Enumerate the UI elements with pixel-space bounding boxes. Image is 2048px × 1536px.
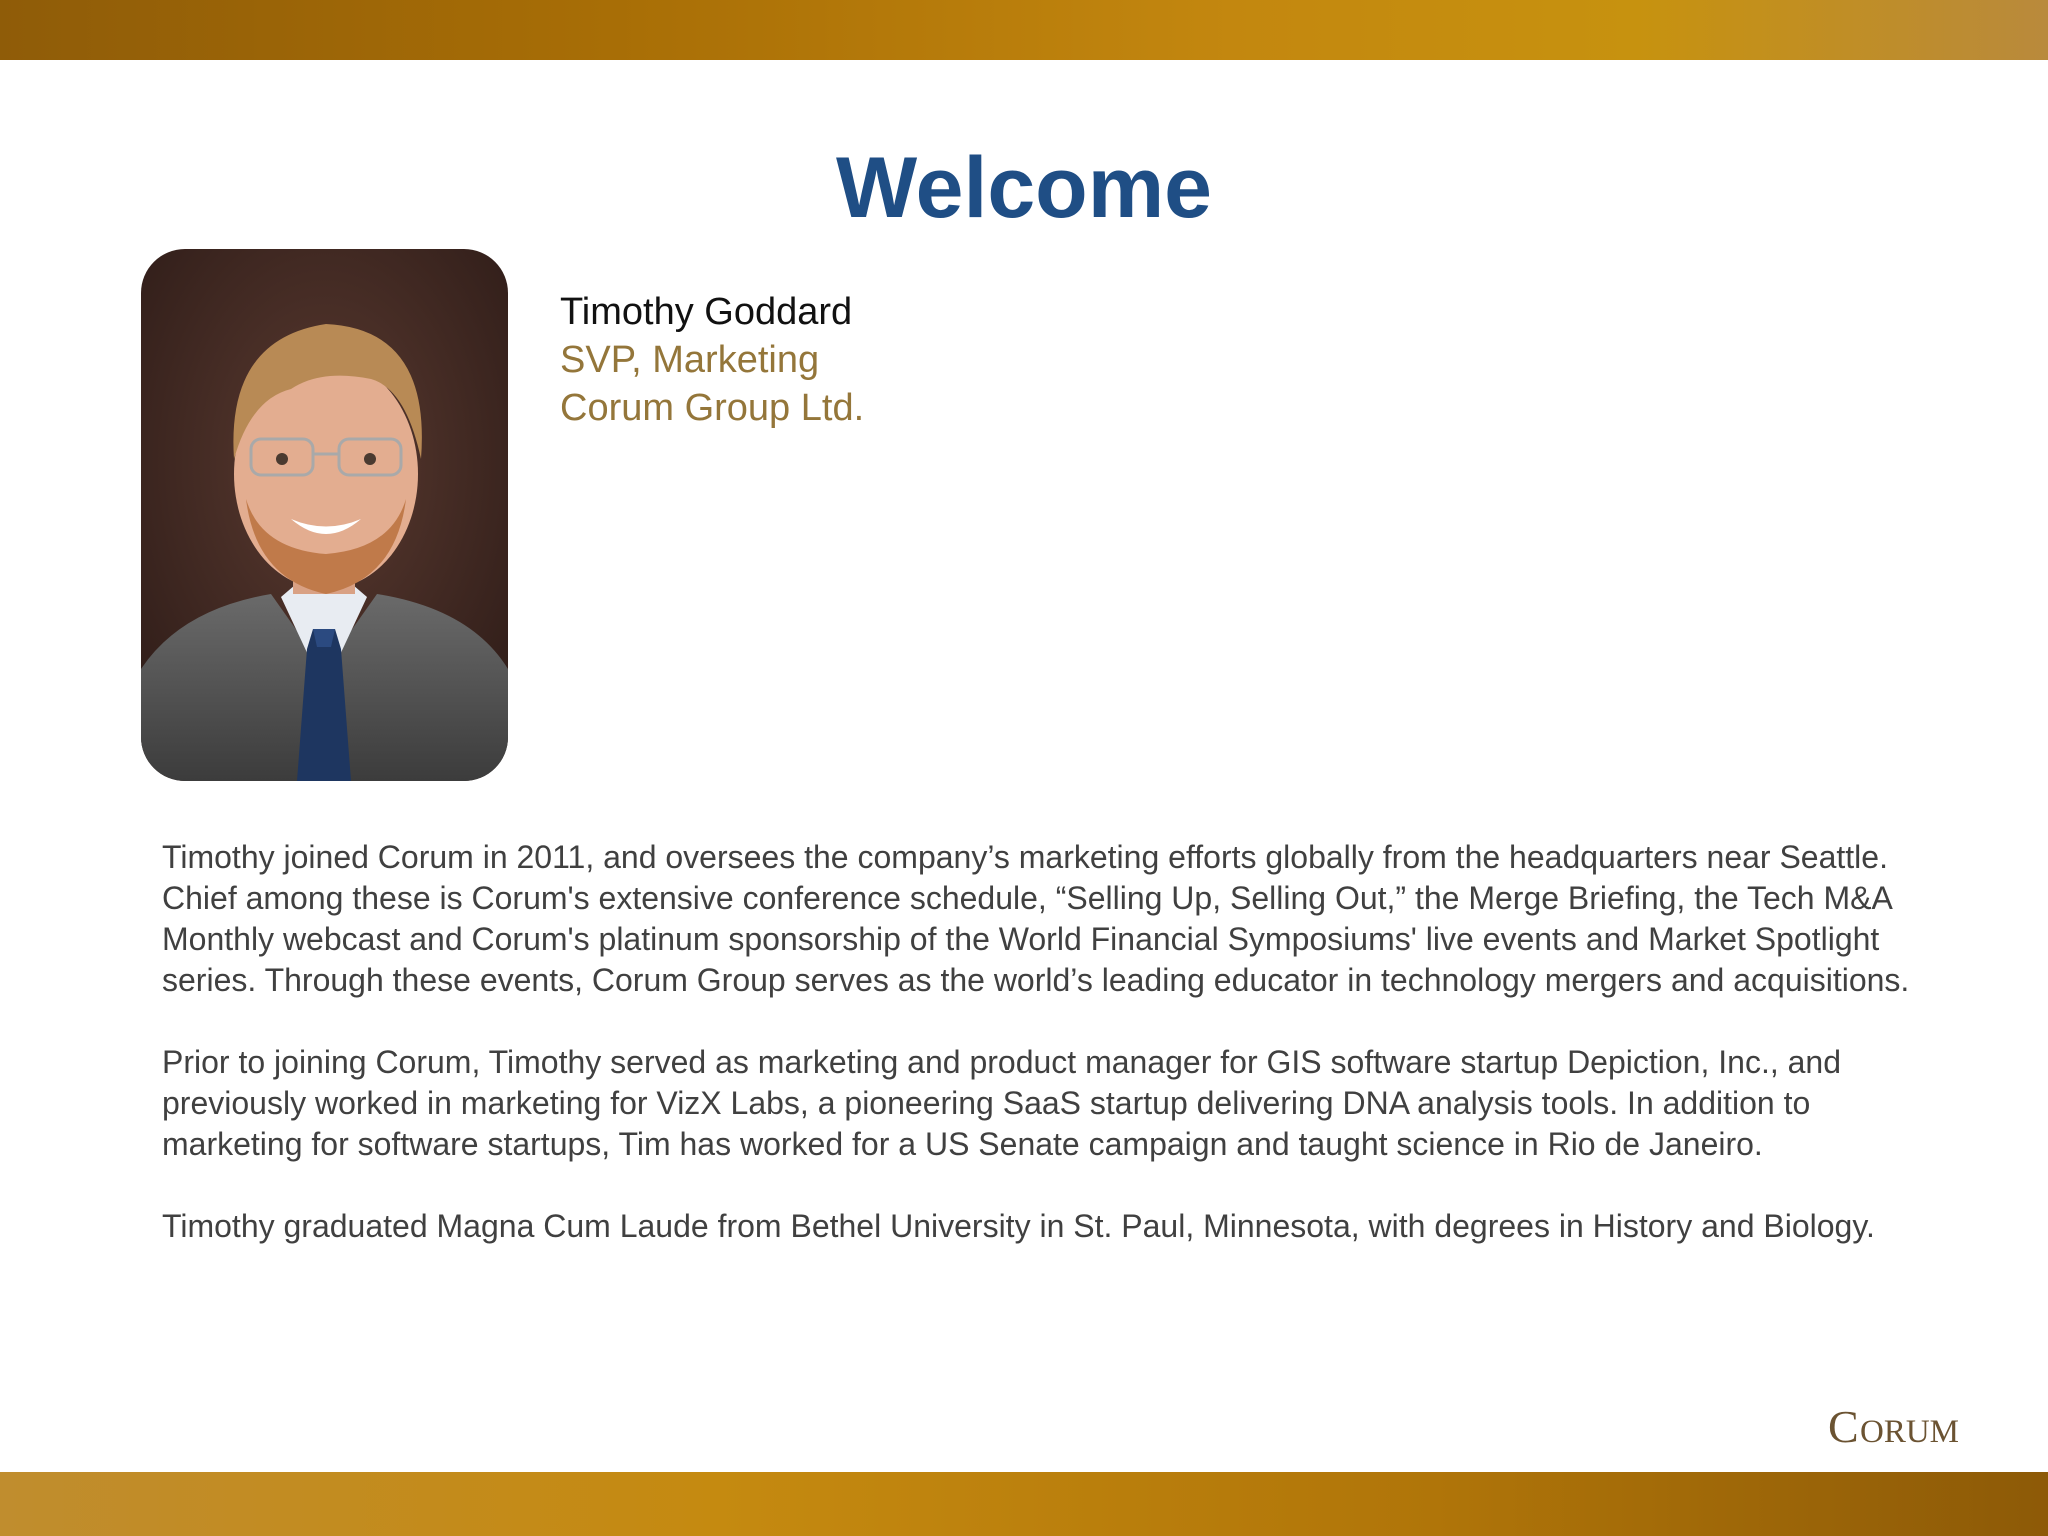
- person-company: Corum Group Ltd.: [560, 387, 865, 429]
- bottom-gold-bar: [0, 1472, 2048, 1536]
- bio-paragraph: Prior to joining Corum, Timothy served as marketing and product manager for GIS software startup Depiction, Inc., and previously worked in marketing for VizX Labs, a pioneering SaaS startup delivering DNA analysis tools. In addition to marketing for software startups, Tim has worked for a US Senate campaign and taught science in Rio de Janeiro.: [162, 1044, 1841, 1162]
- profile-photo: [141, 249, 508, 781]
- svg-text:ORUM: ORUM: [1860, 1414, 1960, 1450]
- person-title: SVP, Marketing: [560, 339, 820, 381]
- biography: [162, 837, 1922, 1288]
- bio-paragraph: Timothy graduated Magna Cum Laude from Bethel University in St. Paul, Minnesota, with degrees in History and Biology.: [162, 1208, 1875, 1244]
- profile-info: [560, 288, 864, 432]
- slide-title: Welcome: [836, 140, 1212, 236]
- bio-paragraph: Timothy joined Corum in 2011, and oversees the company’s marketing efforts globally from the headquarters near Seattle. Chief among these is Corum's extensive conference schedule, “Selling Up, Selling Out,” the Merge Briefing, the Tech M&A Monthly webcast and Corum's platinum sponsorship of the World Financial Symposiums' live events and Market Spotlight series. Through these events, Corum Group serves as the world’s leading educator in technology mergers and acquisitions.: [162, 839, 1910, 998]
- corum-logo: [1826, 1400, 1981, 1452]
- svg-text:C: C: [1828, 1401, 1858, 1452]
- top-gold-bar: [0, 0, 2048, 60]
- person-name: Timothy Goddard: [560, 291, 853, 333]
